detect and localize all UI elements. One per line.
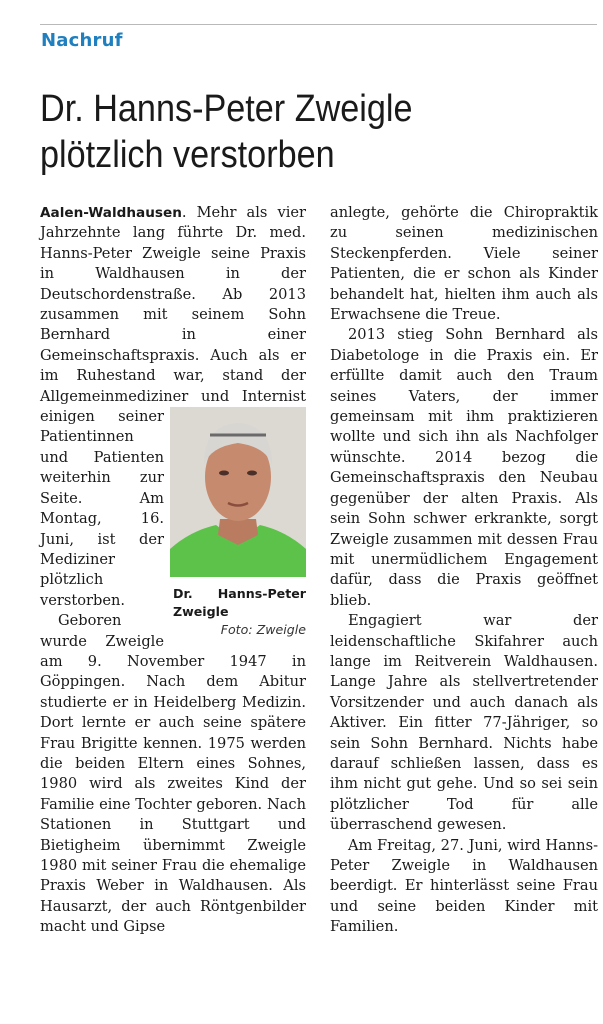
article-column-right [330, 203, 598, 938]
paragraph-1 [40, 203, 306, 638]
paragraph-6: Am Freitag, 27. Juni, wird Hanns-Peter Zweigle in Waldhausen beerdigt. Er hinterlässt seine Frau und seine beiden Kinder mit Familien. [330, 836, 598, 936]
photo-caption-name: Dr. Hanns-Peter Zweigle [173, 586, 306, 620]
paragraph-2: Geboren wurde Zweigle am 9. November 1947 in Göppingen. Nach dem Abitur studierte er in Heidelberg Medizin. Dort lernte er auch seine spätere Frau Brigitte kennen. 1975 werden die beiden Eltern eines Sohnes, 1980 wird als zweites Kind der Familie eine Tochter geboren. Nach Stationen in Stuttgart und Bietigheim übernimmt Zweigle 1980 mit seiner Frau die ehemalige Praxis Weber in Waldhausen. Als Hausarzt, der auch Röntgenbilder macht und Gipse [40, 612, 306, 936]
paragraph-3: anlegte, gehörte die Chiropraktik zu seinen medizinischen Steckenpferden. Viele seiner Patienten, die er schon als Kinder behandelt hat, hielten ihm auch als Erwachsene die Treue. [330, 204, 598, 324]
paragraph-5: Engagiert war der leidenschaftliche Skifahrer auch lange im Reitverein Waldhausen. Lange Jahre als stellvertretender Vorsitzender und auch danach als Aktiver. Ein fitter 77-Jähriger, so sein Sohn Bernhard. Nichts habe darauf schließen lassen, dass es ihm nicht gut gehe. Und so sei sein plötzlicher Tod für alle überraschend gewesen. [330, 612, 598, 834]
top-rule [40, 24, 597, 25]
photo-credit: Foto: Zweigle [220, 622, 306, 638]
article-column-left [40, 203, 306, 938]
photo-eye-left [219, 471, 229, 476]
paragraph-4: 2013 stieg Sohn Bernhard als Diabetologe in die Praxis ein. Er erfüllte damit auch den Traum seines Vaters, der immer gemeinsam mit ihm praktizieren wollte und sich ihn als Nachfolger wünschte. 2014 bezog die Gemeinschaftspraxis den Neubau gegenüber der alten Praxis. Als sein Sohn schwer erkrankte, sorgt Zweigle zusammen mit dessen Frau mit unermüdlichem Engagement dafür, dass die Praxis geöffnet blieb. [330, 326, 598, 609]
section-label: Nachruf [41, 30, 123, 51]
paragraph-1-text-continued: Patientinnen und Patienten weiterhin zur Seite. Am Montag, 16. Juni, ist der Mediziner plötzlich verstorben. [40, 428, 164, 609]
photo-eye-right [247, 471, 257, 476]
portrait-photo [170, 407, 306, 577]
headline-line-2: plötzlich verstorben [40, 134, 335, 176]
headline [40, 86, 544, 178]
portrait-figure [170, 407, 306, 639]
dateline: Aalen-Waldhausen [40, 205, 182, 221]
paragraph-1-text: Mehr als vier Jahrzehnte lang führte Dr. med. Hanns-Peter Zweigle seine Praxis in Waldhausen in der Deutschordenstraße. Ab 2013 zusammen mit seinem Sohn Bernhard in einer Gemeinschaftspraxis. Auch als er im Ruhestand war, stand der Allgemeinmediziner und Internist einigen seiner [40, 204, 306, 426]
headline-line-1: Dr. Hanns-Peter Zweigle [40, 88, 413, 130]
dateline-dot: . [181, 204, 197, 221]
